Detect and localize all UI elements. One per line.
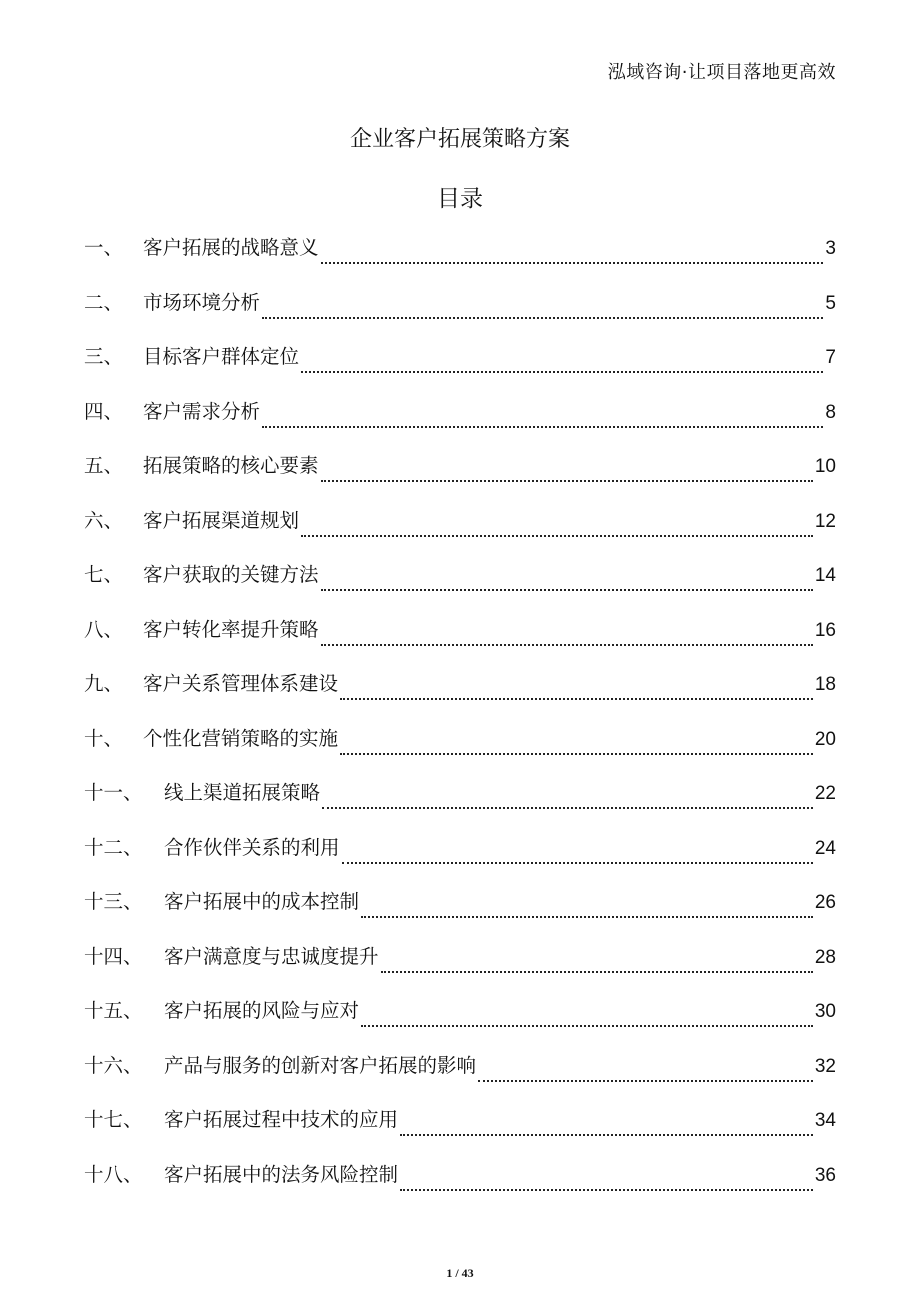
toc-dot-leader (400, 1189, 813, 1191)
toc-entry-number: 三、 (84, 345, 124, 368)
toc-entry-title: 产品与服务的创新对客户拓展的影响 (164, 1053, 477, 1077)
toc-dot-leader (342, 862, 813, 864)
toc-entry-title: 线上渠道拓展策略 (164, 781, 321, 804)
toc-entry-number: 六、 (84, 508, 124, 532)
toc-dot-leader (361, 1025, 813, 1027)
toc-dot-leader (321, 480, 813, 482)
toc-entry[interactable] (84, 995, 836, 1035)
toc-entry-page: 16 (814, 619, 836, 641)
toc-entry[interactable] (84, 1050, 836, 1090)
toc-entry-title: 客户需求分析 (143, 399, 261, 423)
toc-entry-page: 8 (825, 401, 836, 423)
toc-entry-page: 28 (814, 946, 836, 968)
toc-entry-title: 合作伙伴关系的利用 (164, 835, 340, 859)
toc-dot-leader (361, 916, 813, 918)
page-number-footer: 1 / 43 (446, 1266, 474, 1280)
toc-entry-title: 客户拓展的战略意义 (143, 236, 319, 259)
toc-entry-number: 九、 (84, 672, 124, 695)
toc-entry-title: 客户满意度与忠诚度提升 (164, 944, 379, 968)
toc-heading: 目录 (437, 186, 483, 212)
toc-entry-page: 20 (814, 728, 836, 750)
toc-dot-leader (478, 1080, 813, 1082)
toc-entry-number: 八、 (84, 617, 124, 641)
toc-dot-leader (381, 971, 813, 973)
toc-entry-number: 一、 (84, 236, 124, 259)
toc-entry[interactable] (84, 1159, 836, 1199)
toc-entry-title: 客户拓展的风险与应对 (164, 999, 360, 1022)
toc-entry[interactable] (84, 396, 836, 436)
toc-entry-number: 二、 (84, 290, 124, 314)
toc-entry-page: 18 (814, 674, 836, 695)
toc-entry-number: 十二、 (84, 835, 143, 859)
toc-entry-page: 24 (814, 837, 836, 859)
toc-entry-title: 客户拓展中的法务风险控制 (164, 1162, 399, 1186)
toc-entry-page: 12 (814, 510, 836, 532)
toc-entry-page: 22 (814, 783, 836, 804)
toc-entry-title: 客户转化率提升策略 (143, 617, 319, 641)
toc-entry[interactable] (84, 941, 836, 981)
toc-entry[interactable] (84, 287, 836, 327)
toc-entry-title: 客户获取的关键方法 (143, 563, 319, 586)
toc-entry-title: 市场环境分析 (143, 290, 261, 314)
toc-entry-title: 客户关系管理体系建设 (143, 672, 339, 695)
toc-entry-number: 十五、 (84, 999, 143, 1022)
toc-entry-page: 30 (814, 1001, 836, 1022)
toc-dot-leader (301, 535, 813, 537)
toc-dot-leader (321, 262, 824, 264)
page-header: 泓域咨询·让项目落地更高效 (607, 62, 836, 83)
toc-entry[interactable] (84, 341, 836, 381)
toc-entry[interactable] (84, 832, 836, 872)
toc-entry-number: 十六、 (84, 1053, 143, 1077)
toc-entry-number: 七、 (84, 563, 124, 586)
toc-dot-leader (400, 1134, 813, 1136)
toc-entry-number: 十一、 (84, 781, 143, 804)
toc-entry-title: 目标客户群体定位 (143, 345, 300, 368)
toc-entry-page: 32 (814, 1055, 836, 1077)
toc-entry-number: 十三、 (84, 890, 143, 913)
toc-entry-title: 客户拓展过程中技术的应用 (164, 1108, 399, 1131)
toc-dot-leader (262, 426, 823, 428)
toc-entry-number: 五、 (84, 454, 124, 477)
toc-entry[interactable] (84, 668, 836, 708)
toc-entry-number: 十四、 (84, 944, 143, 968)
toc-entry[interactable] (84, 450, 836, 490)
toc-dot-leader (322, 807, 813, 809)
toc-entry[interactable] (84, 559, 836, 599)
toc-entry-page: 10 (814, 456, 836, 477)
toc-dot-leader (262, 317, 823, 319)
toc-dot-leader (340, 753, 813, 755)
toc-entry-title: 拓展策略的核心要素 (143, 454, 319, 477)
toc-entry[interactable] (84, 505, 836, 545)
toc-entry-number: 十七、 (84, 1108, 143, 1131)
document-title: 企业客户拓展策略方案 (349, 127, 570, 152)
toc-entry-title: 个性化营销策略的实施 (143, 726, 339, 750)
toc-entry-title: 客户拓展渠道规划 (143, 508, 300, 532)
toc-entry[interactable] (84, 232, 836, 272)
toc-entry-page: 26 (814, 892, 836, 913)
toc-dot-leader (321, 589, 813, 591)
toc-entry-page: 7 (825, 347, 836, 368)
toc-entry-number: 十八、 (84, 1162, 143, 1186)
toc-entry[interactable] (84, 1104, 836, 1144)
toc-entry-number: 四、 (84, 399, 124, 423)
toc-entry[interactable] (84, 723, 836, 763)
toc-entry[interactable] (84, 614, 836, 654)
toc-dot-leader (321, 644, 813, 646)
toc-dot-leader (301, 371, 823, 373)
toc-entry-number: 十、 (84, 726, 124, 750)
toc-dot-leader (340, 698, 813, 700)
toc-entry-page: 5 (825, 292, 836, 314)
toc-entry[interactable] (84, 886, 836, 926)
toc-entry-page: 3 (825, 238, 836, 259)
toc-entry-page: 36 (814, 1164, 836, 1186)
toc-entry-page: 14 (814, 565, 836, 586)
toc-entry-page: 34 (814, 1110, 836, 1131)
toc-entry-title: 客户拓展中的成本控制 (164, 890, 360, 913)
toc-entry[interactable] (84, 777, 836, 817)
